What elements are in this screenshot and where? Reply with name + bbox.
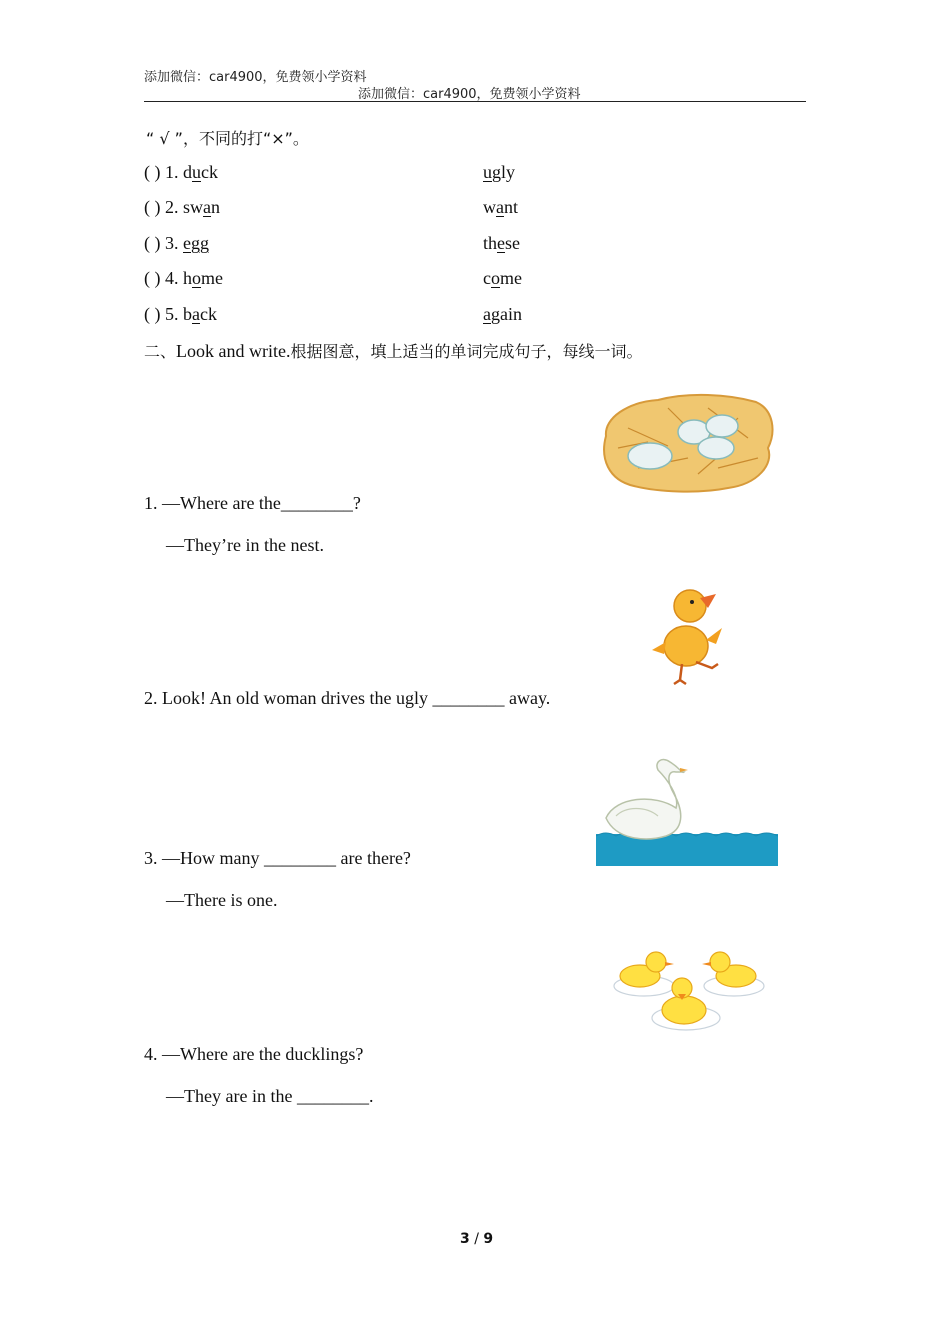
watermark-text-1: 添加微信：car4900，免费领小学资料 xyxy=(144,70,367,85)
page-number: 3 / 9 xyxy=(460,1231,494,1247)
question-1-answer: —They’re in the nest. xyxy=(166,535,324,555)
compare-word: again xyxy=(483,304,522,324)
nest-eggs-illustration xyxy=(598,388,776,494)
question-2-prompt: 2. Look! An old woman drives the ugly ________ away. xyxy=(144,688,551,708)
header-rule xyxy=(144,101,806,102)
question-3-prompt: 3. —How many ________ are there? xyxy=(144,848,411,868)
question-4-prompt: 4. —Where are the ducklings? xyxy=(144,1044,364,1064)
compare-word: these xyxy=(483,233,521,253)
list-item: ( ) 4. home xyxy=(144,268,223,288)
compare-word: ugly xyxy=(483,162,516,182)
question-3-answer: —There is one. xyxy=(166,890,278,910)
list-item: ( ) 1. duck xyxy=(144,162,218,182)
list-item: ( ) 5. back xyxy=(144,304,217,324)
compare-word: want xyxy=(483,197,519,217)
compare-word: come xyxy=(483,268,522,288)
swan-illustration xyxy=(596,756,778,866)
question-1-prompt: 1. —Where are the________? xyxy=(144,493,361,513)
question-4-answer: —They are in the ________. xyxy=(166,1086,374,1106)
ducklings-illustration xyxy=(604,946,774,1040)
watermark-text-2: 添加微信：car4900，免费领小学资料 xyxy=(358,87,581,102)
section1-instruction: “ √ ”，不同的打“×”。 xyxy=(146,129,309,148)
list-item: ( ) 2. swan xyxy=(144,197,221,217)
section2-title: 二、Look and write.根据图意，填上适当的单词完成句子，每线一词。 xyxy=(144,341,643,361)
list-item: ( ) 3. egg xyxy=(144,233,209,253)
duckling-illustration xyxy=(646,584,730,688)
